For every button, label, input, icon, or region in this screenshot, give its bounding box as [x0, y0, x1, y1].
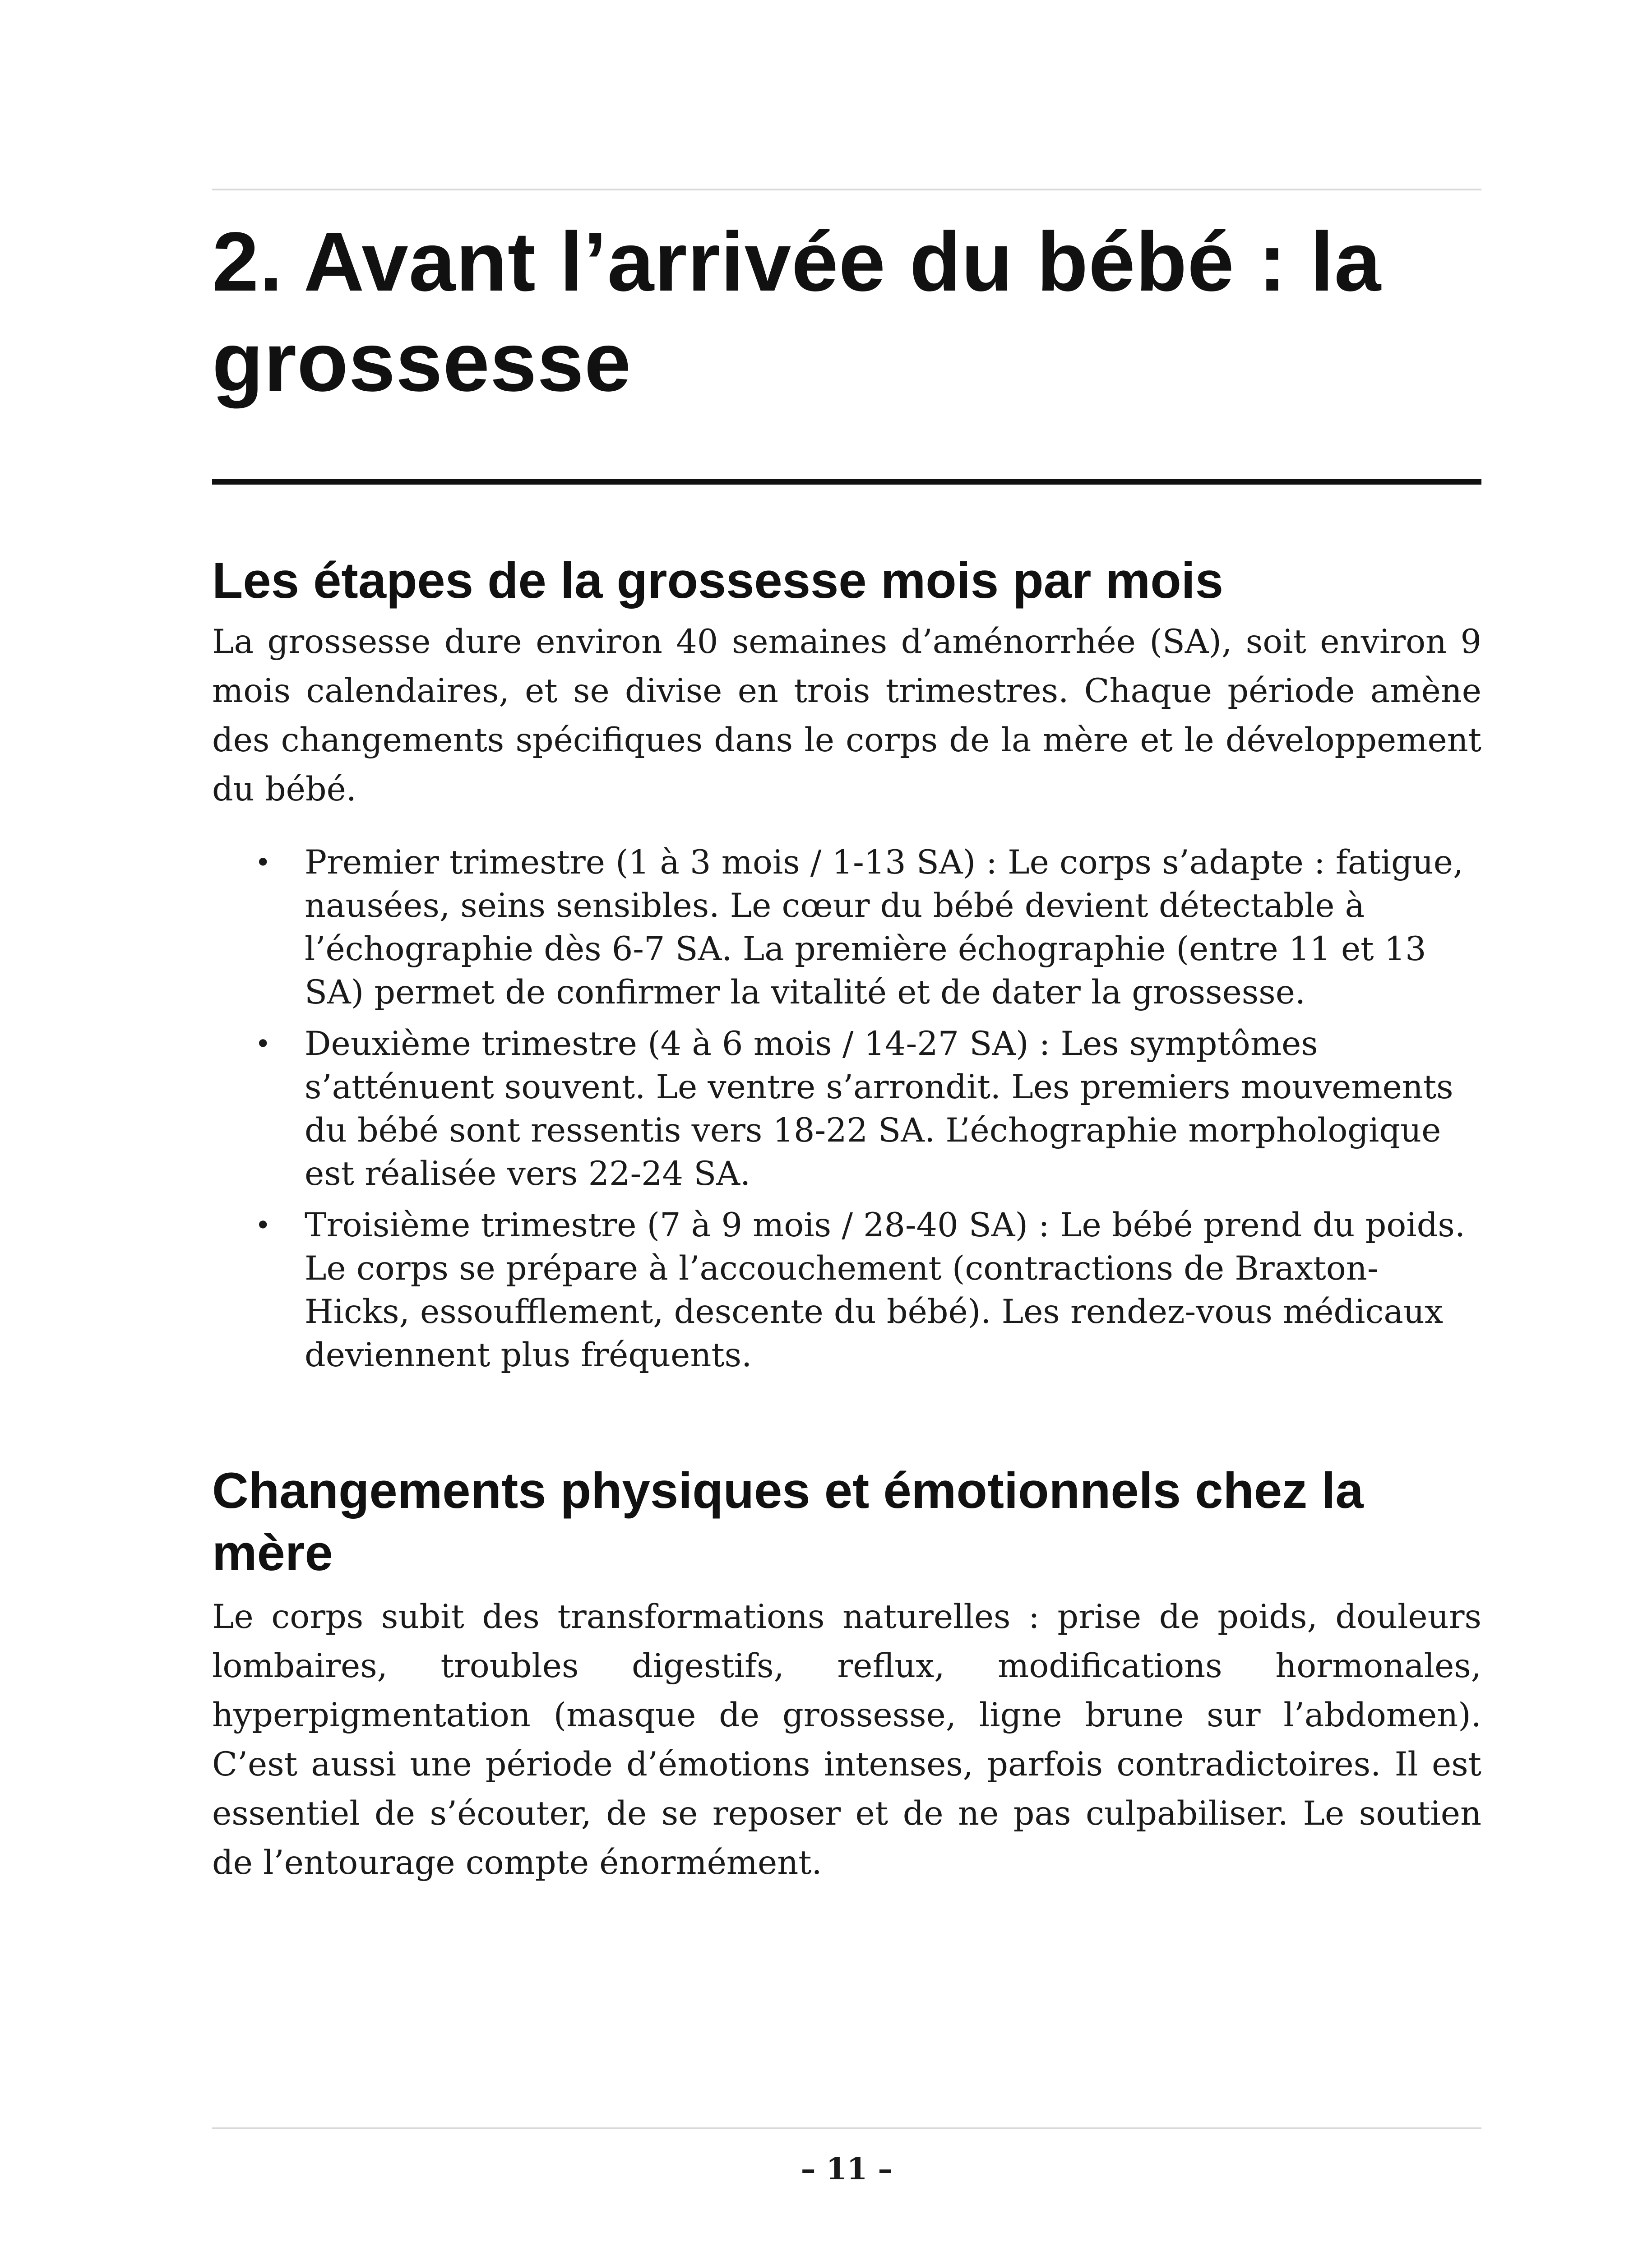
footer-divider — [212, 2127, 1481, 2129]
list-item — [212, 1204, 1481, 1377]
section-physical-emotional-changes — [212, 1460, 1481, 1887]
section-pregnancy-stages — [212, 550, 1481, 1385]
list-item — [212, 1022, 1481, 1196]
section-heading: Changements physiques et émotionnels chez la mère — [212, 1462, 1364, 1581]
top-divider — [212, 189, 1481, 190]
list-item-text: Troisième trimestre (7 à 9 mois / 28-40 SA) : Le bébé prend du poids. Le corps se prépare à l’accouchement (contractions de Braxton-Hicks, essoufflement, descente du bébé). Les rendez-vous médicaux deviennent plus fréquents. — [305, 1206, 1466, 1374]
list-item — [212, 841, 1481, 1014]
chapter-title: 2. Avant l’arrivée du bébé : la grossesse — [212, 215, 1382, 409]
section-paragraph: La grossesse dure environ 40 semaines d’aménorrhée (SA), soit environ 9 mois calendaires, et se divise en trois trimestres. Chaque période amène des changements spécifiques dans le corps de la mère et le développement du bébé. — [212, 623, 1481, 809]
title-underline — [212, 479, 1481, 485]
list-item-text: Premier trimestre (1 à 3 mois / 1-13 SA) : Le corps s’adapte : fatigue, nausées, seins sensibles. Le cœur du bébé devient détectable à l’échographie dès 6-7 SA. La première échographie (entre 11 et 13 SA) permet de confirmer la vitalité et de dater la grossesse. — [305, 843, 1464, 1012]
list-item-text: Deuxième trimestre (4 à 6 mois / 14-27 SA) : Les symptômes s’atténuent souvent. Le ventre s’arrondit. Les premiers mouvements du bébé sont ressentis vers 18-22 SA. L’échographie morphologique est réalisée vers 22-24 SA. — [305, 1025, 1453, 1193]
trimester-list — [212, 841, 1481, 1377]
section-heading: Les étapes de la grossesse mois par mois — [212, 552, 1224, 609]
bullet-icon: • — [255, 1028, 271, 1060]
document-page — [212, 0, 1481, 2256]
section-paragraph: Le corps subit des transformations naturelles : prise de poids, douleurs lombaires, troubles digestifs, reflux, modifications hormonales, hyperpigmentation (masque de grossesse, ligne brune sur l’abdomen). C’est aussi une période d’émotions intenses, parfois contradictoires. Il est essentiel de s’écouter, de se reposer et de ne pas culpabiliser. Le soutien de l’entourage compte énormément. — [212, 1598, 1481, 1882]
bullet-icon: • — [255, 847, 271, 878]
page-number: – 11 – — [801, 2151, 893, 2187]
bullet-icon: • — [255, 1210, 271, 1241]
